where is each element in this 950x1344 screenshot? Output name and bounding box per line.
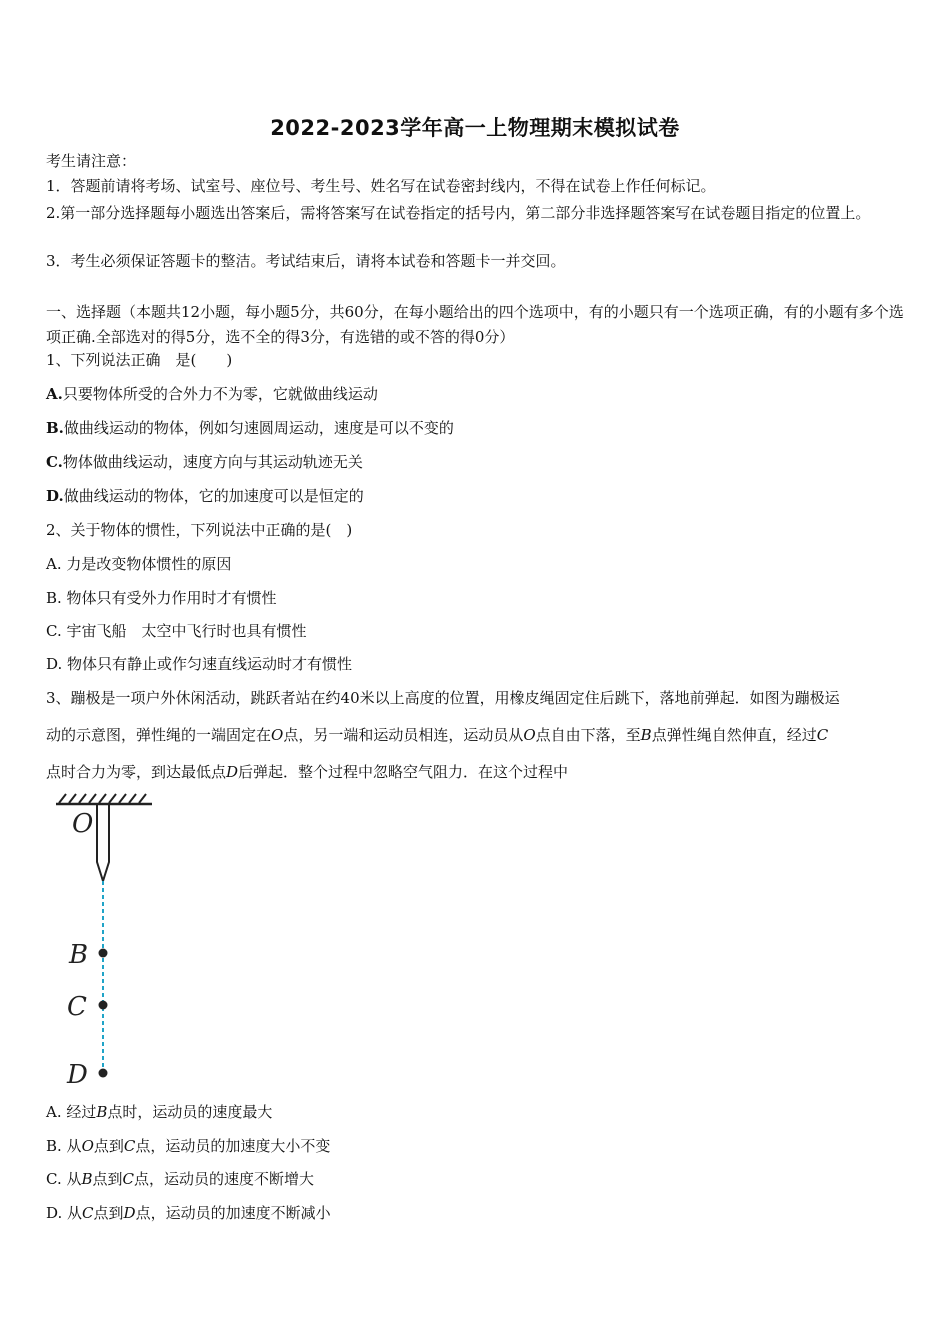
section-intro: 一、选择题（本题共12小题，每小题5分，共60分，在每小题给出的四个选项中，有的小题只有一个选项正确，有的小题有多个选项正确.全部选对的得5分，选不全的得3分，有选错的或不答的得0分）: [46, 303, 904, 346]
q1-option-b: [46, 417, 908, 439]
option-label: A.: [46, 385, 63, 403]
label-b: B: [69, 940, 89, 970]
q1-stem: 1、下列说法正确 是( ): [46, 351, 233, 369]
notice-item-2: 2.第一部分选择题每小题选出答案后，需将答案写在试卷指定的括号内，第二部分非选择题答案写在试卷题目指定的位置上。: [46, 204, 871, 222]
option-text: 做曲线运动的物体，它的加速度可以是恒定的: [63, 487, 364, 505]
text-run: D. 从: [46, 1204, 83, 1222]
point-variable: C: [816, 726, 829, 744]
option-text: 做曲线运动的物体，例如匀速圆周运动，速度是可以不变的: [63, 419, 454, 437]
q2-option-b: B. 物体只有受外力作用时才有惯性: [46, 589, 277, 607]
text-run: 点，运动员的加速度大小不变: [135, 1137, 331, 1155]
rubber-rope: [97, 805, 109, 881]
option-label: C.: [46, 453, 63, 471]
q3-option-a: [46, 1101, 908, 1123]
point-variable: C: [82, 1204, 94, 1222]
point-variable: O: [81, 1137, 94, 1155]
point-variable: O: [523, 726, 536, 744]
label-d: D: [67, 1060, 88, 1090]
q2-option-c: C. 宇宙飞船 太空中飞行时也具有惯性: [46, 622, 307, 640]
text-run: 动的示意图，弹性绳的一端固定在: [46, 726, 272, 744]
page-title: 2022-2023学年高一上物理期末模拟试卷: [270, 116, 680, 140]
text-run: B. 从: [46, 1137, 82, 1155]
q1-option-c: [46, 451, 908, 473]
point-c: [99, 1001, 108, 1010]
text-run: 点，运动员的速度不断增大: [134, 1170, 315, 1188]
q1-option-a: [46, 383, 908, 405]
text-run: 点到: [92, 1170, 123, 1188]
q3-option-b: [46, 1135, 908, 1157]
point-variable: D: [123, 1204, 136, 1222]
point-variable: O: [271, 726, 284, 744]
bungee-diagram: [50, 790, 170, 1090]
ceiling-hatch: [59, 794, 146, 803]
q3-option-d: [46, 1202, 908, 1224]
option-label: D.: [46, 487, 64, 505]
text-run: 点时，运动员的速度最大: [107, 1103, 273, 1121]
label-c: C: [67, 992, 87, 1022]
text-run: 点时合力为零，到达最低点: [46, 763, 227, 781]
point-variable: B: [96, 1103, 108, 1121]
text-run: C. 从: [46, 1170, 82, 1188]
point-d: [99, 1069, 108, 1078]
text-run: 点到: [93, 1204, 124, 1222]
notice-heading: 考生请注意：: [46, 152, 137, 170]
text-run: 点弹性绳自然伸直，经过: [651, 726, 817, 744]
text-run: 点，另一端和运动员相连，运动员从: [283, 726, 524, 744]
text-run: 后弹起．整个过程中忽略空气阻力．在这个过程中: [238, 763, 569, 781]
q3-stem-line2: [46, 724, 908, 746]
q3-stem-line1: 3、蹦极是一项户外休闲活动，跳跃者站在约40米以上高度的位置，用橡皮绳固定住后跳下，落地前弹起．如图为蹦极运: [46, 689, 840, 707]
text-run: 点，运动员的加速度不断减小: [135, 1204, 331, 1222]
point-variable: C: [122, 1170, 135, 1188]
q3-option-c: [46, 1168, 908, 1190]
point-variable: C: [123, 1137, 136, 1155]
q1-option-d: [46, 485, 908, 507]
q2-stem: 2、关于物体的惯性，下列说法中正确的是( ): [46, 521, 353, 539]
notice-item-3: 3．考生必须保证答题卡的整洁。考试结束后，请将本试卷和答题卡一并交回。: [46, 252, 566, 270]
text-run: 点到: [93, 1137, 124, 1155]
text-run: 点自由下落，至: [535, 726, 641, 744]
q2-option-d: D. 物体只有静止或作匀速直线运动时才有惯性: [46, 655, 353, 673]
label-o: O: [72, 809, 94, 839]
point-variable: D: [226, 763, 239, 781]
option-text: 只要物体所受的合外力不为零，它就做曲线运动: [62, 385, 378, 403]
notice-item-1: 1．答题前请将考场、试室号、座位号、考生号、姓名写在试卷密封线内，不得在试卷上作任何标记。: [46, 177, 716, 195]
text-run: A. 经过: [46, 1103, 97, 1121]
point-variable: B: [640, 726, 652, 744]
q2-option-a: A. 力是改变物体惯性的原因: [46, 555, 232, 573]
point-b: [99, 949, 108, 958]
option-text: 物体做曲线运动，速度方向与其运动轨迹无关: [62, 453, 363, 471]
q3-stem-line3: [46, 761, 908, 783]
option-label: B.: [46, 419, 64, 437]
point-variable: B: [81, 1170, 93, 1188]
